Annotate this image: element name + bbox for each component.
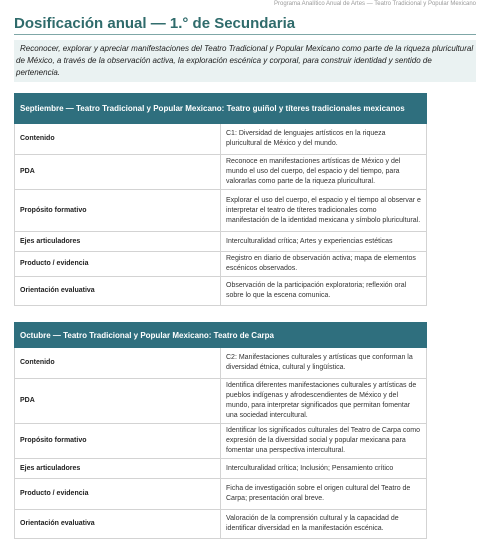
row-value: Ficha de investigación sobre el origen cultural del Teatro de Carpa; presentación oral breve. (221, 479, 427, 510)
month-heading: Septiembre — Teatro Tradicional y Popular Mexicano: Teatro guiñol y títeres tradicionales mexicanos (15, 94, 427, 124)
table-row (15, 232, 427, 252)
row-value: Observación de la participación exploratoria; reflexión oral sobre lo que la escena comunica. (221, 277, 427, 306)
month-table-october (14, 322, 427, 539)
table-row (15, 124, 427, 155)
row-value: C1: Diversidad de lenguajes artísticos en la riqueza pluricultural de México y del mundo. (221, 124, 427, 155)
page-title: Dosificación anual — 1.° de Secundaria (14, 15, 296, 32)
row-label: Producto / evidencia (15, 252, 221, 277)
row-value: Interculturalidad crítica; Artes y experiencias estéticas (221, 232, 427, 252)
row-value: Registro en diario de observación activa; mapa de elementos escénicos observados. (221, 252, 427, 277)
row-label: Orientación evaluativa (15, 277, 221, 306)
row-value: Interculturalidad crítica; Inclusión; Pensamiento crítico (221, 459, 427, 479)
row-value: C2: Manifestaciones culturales y artísticas que conforman la diversidad étnica, cultural y lingüística. (221, 348, 427, 379)
table-row (15, 479, 427, 510)
row-label: Ejes articuladores (15, 459, 221, 479)
table-row (15, 155, 427, 190)
table-row (15, 459, 427, 479)
row-label: Producto / evidencia (15, 479, 221, 510)
intro-paragraph (14, 40, 476, 82)
row-label: Contenido (15, 124, 221, 155)
row-label: PDA (15, 379, 221, 424)
row-label: Orientación evaluativa (15, 510, 221, 539)
row-label: Propósito formativo (15, 190, 221, 232)
document-header-meta: Programa Analítico Anual de Artes — Teatro Tradicional y Popular Mexicano (274, 1, 476, 7)
table-row (15, 190, 427, 232)
month-heading: Octubre — Teatro Tradicional y Popular Mexicano: Teatro de Carpa (15, 323, 427, 348)
row-label: Ejes articuladores (15, 232, 221, 252)
table-row (15, 510, 427, 539)
month-table-september (14, 93, 427, 306)
row-value: Identificar los significados culturales del Teatro de Carpa como expresión de la diversidad social y popular mexicana para fomentar una perspectiva intercultural. (221, 424, 427, 459)
table-row (15, 424, 427, 459)
row-value: Identifica diferentes manifestaciones culturales y artísticas de pueblos indígenas y afrodescendientes de México y del mundo, para interpretar significados que permitan fomentar una sociedad intercultural. (221, 379, 427, 424)
row-value: Valoración de la comprensión cultural y la capacidad de identificar diversidad en la manifestación escénica. (221, 510, 427, 539)
table-row (15, 379, 427, 424)
row-label: Contenido (15, 348, 221, 379)
table-row (15, 252, 427, 277)
table-row (15, 348, 427, 379)
row-label: PDA (15, 155, 221, 190)
row-value: Reconoce en manifestaciones artísticas de México y del mundo el uso del cuerpo, del espacio y del tiempo, para valorarlas como parte de la riqueza pluricultural. (221, 155, 427, 190)
row-value: Explorar el uso del cuerpo, el espacio y el tiempo al observar e interpretar el teatro de títeres tradicionales como manifestación de la identidad mexicana y símbolo pluricultural. (221, 190, 427, 232)
table-row (15, 277, 427, 306)
intro-text: Reconocer, explorar y apreciar manifestaciones del Teatro Tradicional y Popular Mexicano como parte de la riqueza pluricultural de México, a través de la observación activa, la exploración escénica y corporal, para construir identidad y sentido de pertenencia. (16, 44, 474, 77)
title-divider (14, 34, 476, 35)
row-label: Propósito formativo (15, 424, 221, 459)
